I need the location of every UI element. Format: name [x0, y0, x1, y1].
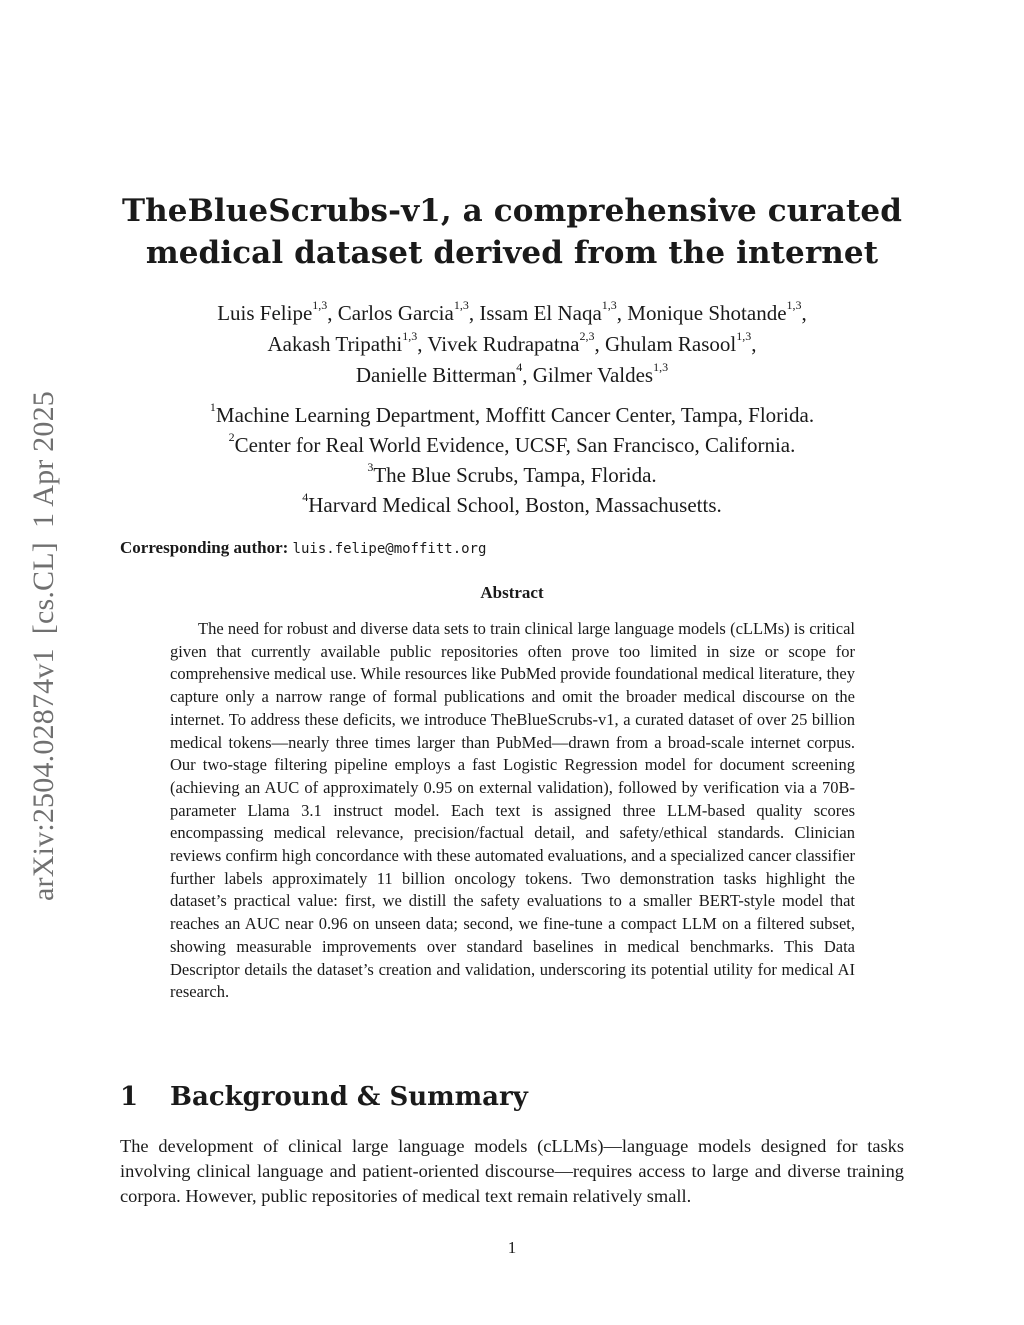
- author-name: Danielle Bitterman: [355, 363, 517, 387]
- section-title: Background & Summary: [170, 1082, 528, 1112]
- author-name: Carlos Garcia: [337, 301, 454, 325]
- affiliation-text: Center for Real World Evidence, UCSF, San Francisco, California.: [234, 433, 796, 457]
- title-line-1: TheBlueScrubs-v1, a comprehensive curated: [121, 193, 903, 229]
- section-number: 1: [120, 1082, 139, 1112]
- corresponding-author: [120, 538, 486, 558]
- author-name: Gilmer Valdes: [532, 363, 654, 387]
- affiliation-number: 4: [302, 490, 309, 504]
- author-affiliation: 1,3: [601, 298, 617, 312]
- author-affiliation: 1,3: [312, 298, 328, 312]
- author-list: [112, 298, 912, 391]
- arxiv-stamp: [26, 346, 62, 946]
- author-affiliation: 1,3: [736, 329, 752, 343]
- affiliation-list: [112, 400, 912, 520]
- corresponding-label: Corresponding author:: [120, 538, 289, 557]
- title-line-2: medical dataset derived from the internet: [145, 235, 879, 271]
- affiliation-text: The Blue Scrubs, Tampa, Florida.: [373, 463, 657, 487]
- section-heading: [120, 1082, 528, 1112]
- author-name: Luis Felipe: [217, 301, 313, 325]
- affiliation-number: 1: [209, 400, 216, 414]
- page-number: 1: [507, 1238, 517, 1257]
- author-line-3: Danielle Bitterman$^4$, Gilmer Valdes$^{1,3}$: [355, 360, 669, 387]
- author-affiliation: 1,3: [786, 298, 802, 312]
- affiliation-text: Machine Learning Department, Moffitt Cancer Center, Tampa, Florida.: [215, 403, 815, 427]
- author-affiliation: 4: [516, 360, 523, 374]
- author-name: Aakash Tripathi: [267, 332, 403, 356]
- section-paragraph: The development of clinical large language models (cLLMs)—language models designed for tasks involving clinical language and patient-oriented discourse—requires access to large and diverse training corpora. However, public repositories of medical text remain relatively small.: [120, 1136, 904, 1206]
- corresponding-email: luis.felipe@moffitt.org: [292, 541, 487, 557]
- abstract-heading: Abstract: [480, 583, 544, 602]
- author-name: Vivek Rudrapatna: [427, 332, 580, 356]
- arxiv-date: 1 Apr 2025: [27, 391, 60, 529]
- affiliation: [112, 400, 912, 430]
- affiliation: [112, 430, 912, 460]
- arxiv-category: [cs.CL]: [27, 542, 60, 635]
- abstract-text: The need for robust and diverse data sets to train clinical large language models (cLLMs) is critical given that currently available public repositories often prove too limited in size or scope for comprehensive medical use. While resources like PubMed provide foundational medical literature, they capture only a narrow range of formal publications and omit the broader medical discourse on the internet. To address these deficits, we introduce TheBlueScrubs-v1, a curated dataset of over 25 billion medical tokens—nearly three times larger than PubMed—drawn from a broad-scale internet corpus. Our two-stage filtering pipeline employs a fast Logistic Regression model for document screening (achieving an AUC of approximately 0.95 on external validation), followed by verification via a 70B-parameter Llama 3.1 instruct model. Each text is assigned three LLM-based quality scores encompassing medical relevance, precision/factual detail, and safety/ethical standards. Clinician reviews confirm high concordance with these automated evaluations, and a specialized cancer classifier further labels approximately 11 billion oncology tokens. Two demonstration tasks highlight the dataset’s practical value: first, we distill the safety evaluations to a smaller BERT-style model that reaches an AUC near 0.96 on unseen data; second, we fine-tune a compact LLM on a filtered subset, showing measurable improvements over standard baselines in medical benchmarks. This Data Descriptor details the dataset’s creation and validation, underscoring its potential utility for medical AI research.: [170, 619, 855, 1002]
- affiliation-number: 3: [367, 460, 374, 474]
- author-name: Monique Shotande: [627, 301, 787, 325]
- paper-title: [112, 190, 912, 274]
- author-affiliation: 1,3: [653, 360, 669, 374]
- author-line-1: Luis Felipe$^{1,3}$, Carlos Garcia$^{1,3}$, Issam El Naqa$^{1,3}$, Monique Shotande$^{1,3}$,: [217, 298, 807, 325]
- author-line-2: Aakash Tripathi$^{1,3}$, Vivek Rudrapatna$^{2,3}$, Ghulam Rasool$^{1,3}$,: [267, 329, 757, 356]
- author-affiliation: 1,3: [453, 298, 469, 312]
- affiliation: [112, 490, 912, 520]
- arxiv-id: arXiv:2504.02874v1: [27, 648, 60, 901]
- affiliation-text: Harvard Medical School, Boston, Massachusetts.: [308, 493, 722, 517]
- affiliation-number: 2: [228, 430, 235, 444]
- author-name: Ghulam Rasool: [605, 332, 737, 356]
- affiliation: [112, 460, 912, 490]
- author-affiliation: 1,3: [402, 329, 418, 343]
- author-affiliation: 2,3: [579, 329, 595, 343]
- author-name: Issam El Naqa: [479, 301, 602, 325]
